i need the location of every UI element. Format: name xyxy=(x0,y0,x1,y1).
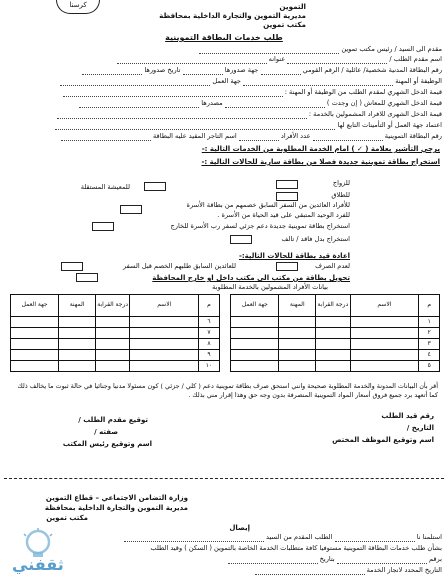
separator-cell[interactable] xyxy=(219,350,230,361)
header-directorate: مديرية التموين والتجارة الداخلية بمحافظة xyxy=(159,11,306,20)
field-national-id[interactable]: رقم البطاقة المدنية شخصية/ عائلية / الرقم القومي جهة صدورها تاريخ صدورها xyxy=(6,67,442,75)
header-ministry: التموين xyxy=(279,2,306,11)
checkbox-partial-support[interactable] xyxy=(92,222,114,231)
checkbox-replacement[interactable] xyxy=(230,235,252,244)
footer-ministry: وزارة التضامن الاجتماعي – قطاع التموين xyxy=(45,494,188,502)
field-income[interactable]: قيمة الدخل الشهري لمقدم الطلب من الوظيفة أو المهنة : xyxy=(6,89,442,97)
logo-text: ثقفني xyxy=(12,555,64,574)
job-cell[interactable] xyxy=(279,317,316,328)
table-row xyxy=(11,339,440,350)
field-workplace-approval[interactable]: اعتماد جهة العمل أو التأمينات التابع لها xyxy=(6,122,442,130)
cut-line xyxy=(4,478,444,479)
name-cell[interactable] xyxy=(350,361,419,372)
members-table-title: بيانات الأفراد المشمولين بالخدمة المطلوبة xyxy=(212,283,328,291)
table-row xyxy=(11,317,440,328)
stamp-mark: كرسنا xyxy=(56,0,100,14)
row-number-cell: ٩ xyxy=(199,350,220,361)
table-row xyxy=(11,361,440,372)
separator-cell[interactable] xyxy=(219,339,230,350)
option-partial-support-travel[interactable]: استخراج بطاقة تموينية جديدة دعم جزئي لسفر رب الأسرة للخارج xyxy=(170,222,350,230)
relation-cell[interactable] xyxy=(316,317,350,328)
row-number-cell: ٢ xyxy=(419,328,440,339)
relation-cell[interactable] xyxy=(95,361,129,372)
receipt-line-2: بشأن طلب خدمات البطاقة التموينية مستوفيا كافة متطلبات الخدمة الخاصة بالتموين ( السكن ) وقيد الطلب xyxy=(150,544,442,552)
work-cell[interactable] xyxy=(231,361,279,372)
work-cell[interactable] xyxy=(11,317,59,328)
members-table-body xyxy=(11,317,440,372)
field-name[interactable]: اسم مقدم الطلب / عنوانه xyxy=(6,56,442,64)
work-cell[interactable] xyxy=(231,339,279,350)
table-row xyxy=(11,350,440,361)
checkbox-returnees[interactable] xyxy=(120,205,142,214)
work-cell[interactable] xyxy=(231,328,279,339)
job-cell[interactable] xyxy=(59,317,96,328)
job-cell[interactable] xyxy=(59,361,96,372)
receipt-line-1: استلمنا نا الطلب المقدم من السيد xyxy=(6,534,442,542)
request-number-label: رقم قيد الطلب xyxy=(381,412,434,420)
work-cell[interactable] xyxy=(231,350,279,361)
option-returnees[interactable]: للأفراد العائدين من السفر السابق خصمهم من بطاقة الأسرة xyxy=(186,201,350,209)
checkbox-marriage[interactable] xyxy=(276,180,298,189)
relation-cell[interactable] xyxy=(316,328,350,339)
work-cell[interactable] xyxy=(11,328,59,339)
name-cell[interactable] xyxy=(130,361,199,372)
instruction-text: يرجي التأشير بعلامة ( ✓ ) امام الخدمة المطلوبة من الخدمات التالية :- xyxy=(201,145,440,153)
col-no-left: م xyxy=(199,295,220,317)
section-new-card-title: استخراج بطاقة تموينية جديدة فصلا من بطاقة سارية للحالات التالية :- xyxy=(201,158,440,166)
section-transfer-title: تحويل بطاقة من مكتب الى مكتب داخل او خارج المحافظة xyxy=(152,274,350,282)
office-head-signature-label: اسم وتوقيع رئيس المكتب xyxy=(62,440,152,448)
relation-cell[interactable] xyxy=(95,350,129,361)
row-number-cell: ٧ xyxy=(199,328,220,339)
option-marriage[interactable]: للزواج xyxy=(332,179,350,187)
name-cell[interactable] xyxy=(350,328,419,339)
footer-directorate: مديرية التموين والتجارة الداخلية بمحافظة xyxy=(44,504,188,512)
section-reregister-title: اعادة قيد بطاقة للحالات التالية:- xyxy=(238,252,350,260)
footer-office: مكتب تموين xyxy=(46,514,88,522)
receipt-title: إيصال xyxy=(229,524,250,532)
checkbox-divorce[interactable] xyxy=(276,192,298,201)
name-cell[interactable] xyxy=(130,350,199,361)
field-to[interactable]: مقدم الى السيد / رئيس مكتب تموين xyxy=(6,46,442,54)
name-cell[interactable] xyxy=(350,350,419,361)
checkbox-returnees-before-travel[interactable] xyxy=(61,262,83,271)
work-cell[interactable] xyxy=(11,339,59,350)
name-cell[interactable] xyxy=(130,317,199,328)
work-cell[interactable] xyxy=(231,317,279,328)
col-work-right: جهة العمل xyxy=(231,295,279,317)
members-table xyxy=(10,294,440,372)
receipt-line-4: التاريخ المحدد لانجاز الخدمة xyxy=(6,567,442,575)
table-row xyxy=(11,328,440,339)
name-cell[interactable] xyxy=(130,328,199,339)
table-header-row xyxy=(11,295,440,317)
relation-cell[interactable] xyxy=(95,328,129,339)
row-number-cell: ٦ xyxy=(199,317,220,328)
site-logo xyxy=(6,528,70,578)
row-number-cell: ٣ xyxy=(419,339,440,350)
job-cell[interactable] xyxy=(279,361,316,372)
col-name-right: الاسم xyxy=(350,295,419,317)
receipt-line-3: برقم بتاريخ xyxy=(6,556,442,564)
separator-cell[interactable] xyxy=(219,328,230,339)
relation-cell[interactable] xyxy=(95,339,129,350)
field-job[interactable]: الوظيفة أو المهنة جهة العمل xyxy=(6,78,442,86)
row-number-cell: ٤ xyxy=(419,350,440,361)
applicant-signature-label: توقيع مقدم الطلب / xyxy=(78,416,148,424)
request-date-label: التاريخ / xyxy=(406,424,434,432)
job-cell[interactable] xyxy=(279,339,316,350)
relation-cell[interactable] xyxy=(95,317,129,328)
option-returnees-before-travel[interactable]: للعائدين السابق طلبهم الخصم قبل السفر xyxy=(123,262,236,270)
relation-cell[interactable] xyxy=(316,350,350,361)
col-relation-left: درجة القرابة xyxy=(95,295,129,317)
table-separator xyxy=(219,295,230,317)
col-name-left: الاسم xyxy=(130,295,199,317)
option-no-dispense[interactable]: لعدم الصرف xyxy=(315,262,350,270)
job-cell[interactable] xyxy=(59,339,96,350)
relation-cell[interactable] xyxy=(316,339,350,350)
option-divorce[interactable]: للطلاق xyxy=(331,191,350,199)
employee-signature-label: اسم وتوقيع الموظف المختص xyxy=(332,436,434,444)
row-number-cell: ٥ xyxy=(419,361,440,372)
option-independent-living[interactable]: للمعيشة المستقلة xyxy=(80,183,130,191)
row-number-cell: ١ xyxy=(419,317,440,328)
declaration-text: أقر بأن البيانات المدونة والخدمة المطلوبة صحيحة وانني استحق صرف بطاقة تموينية دعم ( كلي / جزئي ) كون مسئولا مدنيا وجنائيا في حالة ثبوت ما يخالف ذلك كما أتعهد برد جميع فروق أسعار المواد التموينية المنصرفة بدون وجه حق وهذا إقرار مني بذلك . xyxy=(17,382,438,399)
header-office: مكتب تموين xyxy=(263,20,306,29)
work-cell[interactable] xyxy=(11,361,59,372)
job-cell[interactable] xyxy=(59,328,96,339)
name-cell[interactable] xyxy=(350,317,419,328)
row-number-cell: ٨ xyxy=(199,339,220,350)
relation-cell[interactable] xyxy=(316,361,350,372)
option-sole-survivor[interactable]: للفرد الوحيد المتبقي على قيد الحياة من الأسرة . xyxy=(217,211,350,219)
row-number-cell: ١٠ xyxy=(199,361,220,372)
col-no-right: م xyxy=(419,295,440,317)
name-cell[interactable] xyxy=(350,339,419,350)
col-job-left: المهنة xyxy=(59,295,96,317)
col-job-right: المهنة xyxy=(279,295,316,317)
separator-cell[interactable] xyxy=(219,361,230,372)
checkbox-no-dispense[interactable] xyxy=(276,262,298,271)
checkbox-transfer[interactable] xyxy=(76,273,98,282)
work-cell[interactable] xyxy=(11,350,59,361)
name-cell[interactable] xyxy=(130,339,199,350)
job-cell[interactable] xyxy=(59,350,96,361)
field-family-income[interactable]: قيمة الدخل الشهرى للافراد المشمولين بالخدمة : xyxy=(6,111,442,119)
job-cell[interactable] xyxy=(279,350,316,361)
field-card-number[interactable]: رقم البطاقة التموينية عدد الأفراد اسم التاجر المقيد عليه البطاقة xyxy=(6,133,442,141)
form-header xyxy=(126,2,306,29)
col-relation-right: درجة القرابة xyxy=(316,295,350,317)
field-pension[interactable]: قيمة الدخل الشهري للمعاش ( إن وجدت ) مصدرها xyxy=(6,100,442,108)
checkbox-independent-living[interactable] xyxy=(144,182,166,191)
col-work-left: جهة العمل xyxy=(11,295,59,317)
option-replacement[interactable]: استخراج بدل فاقد / تالف xyxy=(281,235,350,243)
applicant-role-label: صفته / xyxy=(94,428,118,436)
separator-cell[interactable] xyxy=(219,317,230,328)
job-cell[interactable] xyxy=(279,328,316,339)
form-title: طلب خدمات البطاقة التموينية xyxy=(165,33,283,42)
